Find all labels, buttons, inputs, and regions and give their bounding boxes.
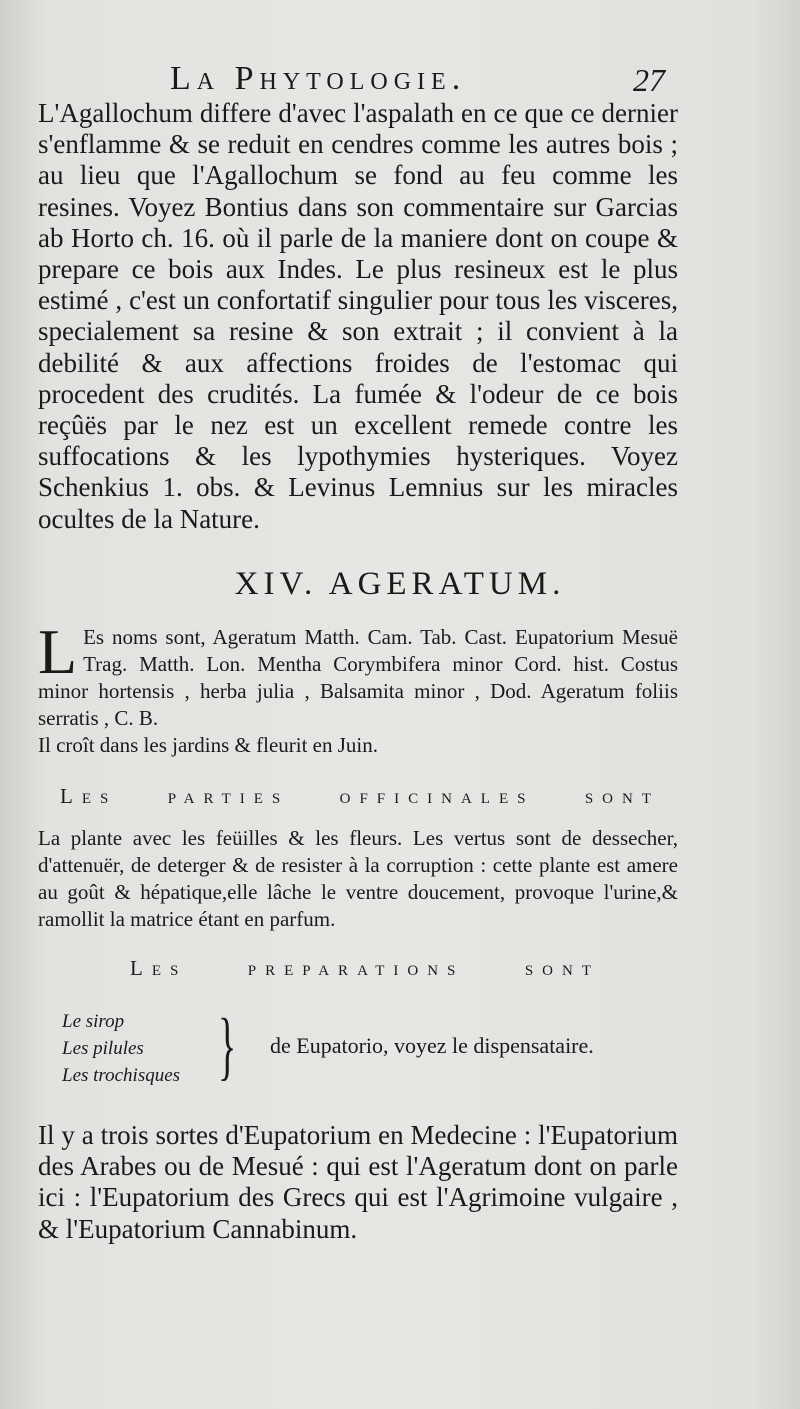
paragraph-agallochum: L'Agallochum differe d'avec l'aspalath en ce que ce dernier s'enflamme & se reduit en cendres comme les autres bois ; au lieu que l'Agallochum se fond au feu comme les resines. Voyez Bontius dans son commentaire sur Garcias ab Horto ch. 16. où il parle de la maniere dont on coupe & prepare ce bois aux Indes. Le plus resineux est le plus estimé , c'est un confortatif singulier pour tous les visceres, specialement sa resine & son extrait ; il convient à la debilité & aux affections froides de l'estomac qui procedent des crudités. La fumée & l'odeur de ce bois reçûës par le nez est un excellent remede contre les suffocations & les lypothymies hysteriques. Voyez Schenkius 1. obs. & Levinus Lemnius sur les miracles ocultes de la Nature.: [38, 98, 678, 534]
drop-cap: L: [38, 616, 78, 687]
parties-text: La plante avec les feüilles & les fleurs. Les vertus sont de dessecher, d'attenuër, de deterger & de resister à la corruption : cette plante est amere au goût & hépatique,elle lâche le ventre doucement, provoque l'urine,& ramollit la matrice étant en parfum.: [38, 826, 678, 931]
page-number: 27: [633, 62, 665, 98]
section-heading: XIV. AGERATUM.: [234, 566, 566, 602]
names-paragraph: [38, 616, 678, 732]
list-item: Les pilules: [62, 1038, 144, 1059]
list-item: Les trochisques: [62, 1065, 181, 1086]
parties-heading: Les parties officinales sont: [60, 784, 660, 808]
list-item: Le sirop: [62, 1011, 125, 1032]
preparations-list: [62, 1008, 180, 1089]
preparations-reference: de Eupatorio, voyez le dispensataire.: [270, 1033, 594, 1058]
running-title: La Phytologie.: [170, 60, 467, 97]
paragraph-eupatorium: Il y a trois sortes d'Eupatorium en Medecine : l'Eupatorium des Arabes ou de Mesué : qui est l'Ageratum dont on parle ici : l'Eupatorium des Grecs qui est l'Agrimoine vulgaire , & l'Eupatorium Cannabinum.: [38, 1120, 678, 1244]
brace-icon: }: [218, 1004, 237, 1088]
habitat-line: Il croît dans les jardins & fleurit en Juin.: [38, 733, 379, 757]
preparations-heading: Les preparations sont: [130, 956, 600, 980]
names-text: Es noms sont, Ageratum Matth. Cam. Tab. Cast. Eupatorium Mesuë Trag. Matth. Lon. Mentha Corymbifera minor Cord. hist. Costus minor hortensis , herba julia , Balsamita minor , Dod. Ageratum foliis serratis , C. B.: [38, 625, 678, 730]
